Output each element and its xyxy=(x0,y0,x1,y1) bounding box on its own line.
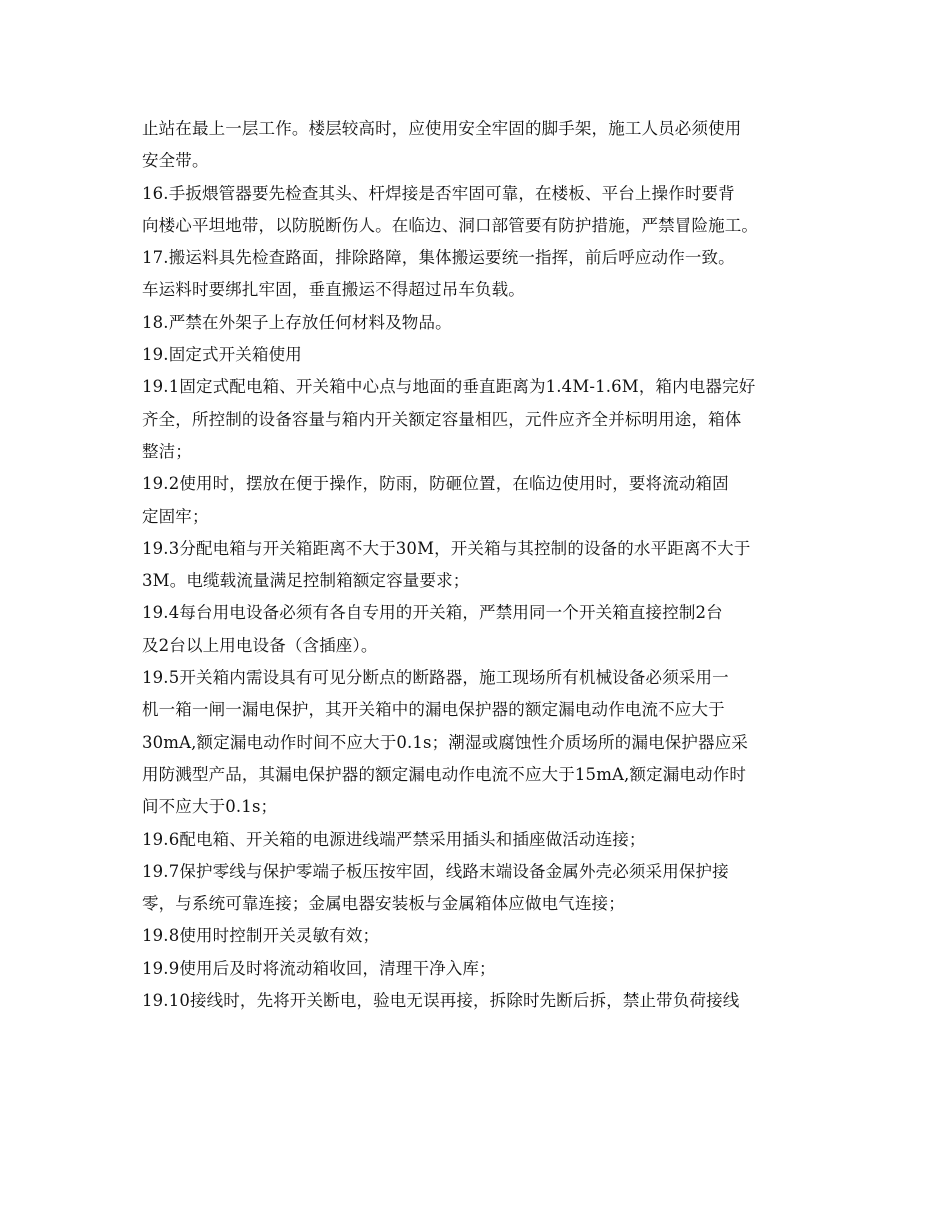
text-line: 整洁； xyxy=(142,441,192,461)
text-line: 19.5开关箱内需设具有可见分断点的断路器，施工现场所有机械设备必须采用一 xyxy=(142,668,729,688)
text-line: 间不应大于0.1s； xyxy=(142,797,278,817)
text-line: 机一箱一闸一漏电保护，其开关箱中的漏电保护器的额定漏电动作电流不应大于 xyxy=(142,700,725,720)
section-heading: 19.固定式开关箱使用 xyxy=(142,345,302,365)
text-line: 16.手扳煨管器要先检查其头、杆焊接是否牢固可靠，在楼板、平台上操作时要背 xyxy=(142,183,735,203)
text-line: 零，与系统可靠连接；金属电器安装板与金属箱体应做电气连接； xyxy=(142,894,625,914)
text-line: 19.4每台用电设备必须有各自专用的开关箱，严禁用同一个开关箱直接控制2台 xyxy=(142,603,723,623)
text-line: 19.1固定式配电箱、开关箱中心点与地面的垂直距离为1.4M-1.6M，箱内电器完好 xyxy=(142,377,756,397)
text-line: 19.8使用时控制开关灵敏有效； xyxy=(142,926,380,946)
text-line: 齐全，所控制的设备容量与箱内开关额定容量相匹，元件应齐全并标明用途，箱体 xyxy=(142,409,742,429)
text-line: 19.3分配电箱与开关箱距离不大于30M，开关箱与其控制的设备的水平距离不大于 xyxy=(142,538,751,558)
text-line: 车运料时要绑扎牢固，垂直搬运不得超过吊车负载。 xyxy=(142,280,525,300)
text-line: 安全带。 xyxy=(142,151,209,171)
text-line: 用防溅型产品，其漏电保护器的额定漏电动作电流不应大于15mA,额定漏电动作时 xyxy=(142,764,747,784)
text-line: 向楼心平坦地带，以防脱断伤人。在临边、洞口部管要有防护措施，严禁冒险施工。 xyxy=(142,215,759,235)
text-line: 19.2使用时，摆放在便于操作，防雨，防砸位置，在临边使用时，要将流动箱固 xyxy=(142,474,729,494)
text-line: 3M。电缆载流量满足控制箱额定容量要求； xyxy=(142,571,470,591)
text-line: 19.6配电箱、开关箱的电源进线端严禁采用插头和插座做活动连接； xyxy=(142,829,646,849)
text-line: 30mA,额定漏电动作时间不应大于0.1s；潮湿或腐蚀性介质场所的漏电保护器应采 xyxy=(142,732,749,752)
text-line: 止站在最上一层工作。楼层较高时，应使用安全牢固的脚手架，施工人员必须使用 xyxy=(142,119,742,138)
text-line: 19.10接线时，先将开关断电，验电无误再接，拆除时先断后拆，禁止带负荷接线 xyxy=(142,991,740,1011)
text-line: 及2台以上用电设备（含插座）。 xyxy=(142,635,378,655)
text-line: 18.严禁在外架子上存放任何材料及物品。 xyxy=(142,312,452,332)
text-line: 19.7保护零线与保护零端子板压按牢固，线路末端设备金属外壳必须采用保护接 xyxy=(142,861,729,881)
text-line: 17.搬运料具先检查路面，排除路障，集体搬运要统一指挥，前后呼应动作一致。 xyxy=(142,248,735,268)
text-line: 定固牢； xyxy=(142,506,209,526)
text-line: 19.9使用后及时将流动箱收回，清理干净入库； xyxy=(142,958,496,978)
document-body xyxy=(142,113,822,1017)
